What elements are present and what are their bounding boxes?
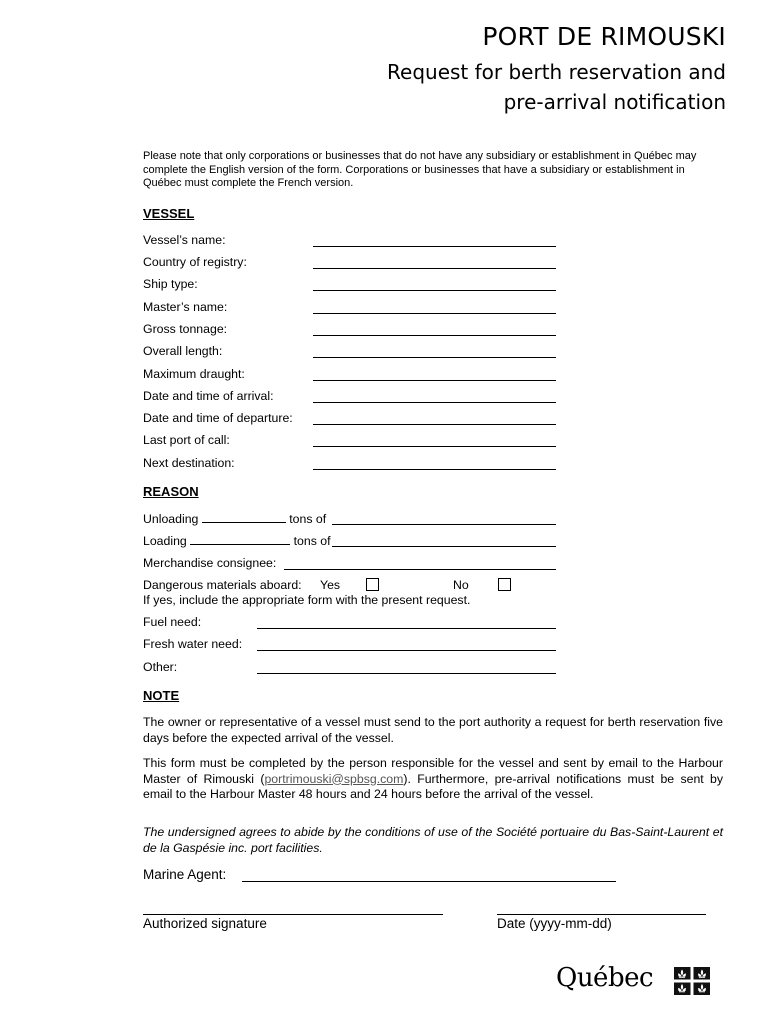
arrival-datetime-label: Date and time of arrival: — [143, 389, 274, 403]
marine-agent-label: Marine Agent: — [143, 867, 227, 882]
fresh-water-field[interactable] — [257, 650, 556, 651]
consignee-field[interactable] — [284, 569, 556, 570]
maximum-draught-field[interactable] — [313, 380, 556, 381]
vessel-name-label: Vessel’s name: — [143, 233, 226, 247]
dangerous-no-checkbox[interactable] — [498, 578, 511, 591]
unloading-row — [143, 511, 326, 527]
unloading-merchandise-field[interactable] — [332, 524, 556, 525]
loading-row — [143, 533, 331, 549]
reason-heading: REASON — [143, 484, 199, 499]
loading-tons-of-label: tons of — [293, 534, 331, 548]
note-paragraph-2-start: This form must be completed by the person responsible for the vessel and sent by email to the Harbour Master of Rimouski ( — [143, 756, 723, 786]
dangerous-yes-checkbox[interactable] — [366, 578, 379, 591]
last-port-of-call-label: Last port of call: — [143, 433, 230, 447]
last-port-of-call-field[interactable] — [313, 446, 556, 447]
quebec-logo — [556, 965, 716, 1005]
gross-tonnage-field[interactable] — [313, 335, 556, 336]
departure-datetime-label: Date and time of departure: — [143, 411, 293, 425]
country-of-registry-label: Country of registry: — [143, 255, 247, 269]
fleur-de-lis-flag-icon — [674, 967, 710, 995]
dangerous-materials-label: Dangerous materials aboard: — [143, 578, 302, 592]
master-name-field[interactable] — [313, 313, 556, 314]
fresh-water-label: Fresh water need: — [143, 637, 243, 651]
unloading-label: Unloading — [143, 512, 199, 526]
unloading-tons-of-label: tons of — [289, 512, 327, 526]
note-heading: NOTE — [143, 688, 180, 703]
authorized-signature-field[interactable] — [143, 914, 443, 915]
departure-datetime-field[interactable] — [313, 424, 556, 425]
page-title: PORT DE RIMOUSKI — [482, 22, 726, 51]
other-label: Other: — [143, 660, 178, 674]
fuel-need-field[interactable] — [257, 628, 556, 629]
loading-tons-field[interactable] — [190, 533, 290, 545]
gross-tonnage-label: Gross tonnage: — [143, 322, 228, 336]
marine-agent-field[interactable] — [242, 881, 616, 882]
master-name-label: Master’s name: — [143, 300, 228, 314]
note-paragraph-2 — [143, 756, 723, 803]
next-destination-label: Next destination: — [143, 456, 235, 470]
date-field[interactable] — [497, 914, 706, 915]
unloading-tons-field[interactable] — [202, 511, 286, 523]
loading-merchandise-field[interactable] — [332, 546, 556, 547]
intro-notice: Please note that only corporations or businesses that do not have any subsidiary or establishment in Québec may complete the English version of the form. Corporations or businesses that have a subsidiary or establishment in Québec must complete the French version. — [143, 150, 697, 189]
vessel-name-field[interactable] — [313, 246, 556, 247]
ship-type-label: Ship type: — [143, 277, 198, 291]
agreement-statement: The undersigned agrees to abide by the conditions of use of the Société portuaire du Bas-Saint-Laurent et de la Gaspésie inc. port facilities. — [143, 825, 723, 855]
overall-length-label: Overall length: — [143, 344, 223, 358]
other-field[interactable] — [257, 673, 556, 674]
page-subtitle-line1: Request for berth reservation and — [387, 60, 726, 84]
ship-type-field[interactable] — [313, 290, 556, 291]
overall-length-field[interactable] — [313, 357, 556, 358]
country-of-registry-field[interactable] — [313, 268, 556, 269]
date-label: Date (yyyy-mm-dd) — [497, 916, 612, 931]
dangerous-yes-label: Yes — [320, 578, 341, 592]
authorized-signature-label: Authorized signature — [143, 916, 267, 931]
loading-label: Loading — [143, 534, 187, 548]
dangerous-no-label: No — [453, 578, 469, 592]
fuel-need-label: Fuel need: — [143, 615, 202, 629]
consignee-label: Merchandise consignee: — [143, 556, 277, 570]
quebec-wordmark: Québec — [556, 963, 654, 993]
maximum-draught-label: Maximum draught: — [143, 367, 245, 381]
arrival-datetime-field[interactable] — [313, 402, 556, 403]
next-destination-field[interactable] — [313, 469, 556, 470]
note-paragraph-2-end: ). Furthermore, pre-arrival notifications must be sent by email to the Harbour Master 48 hours and 24 hours before the arrival of the vessel. — [143, 771, 723, 801]
vessel-heading: VESSEL — [143, 206, 195, 221]
page-subtitle-line2: pre-arrival notification — [503, 90, 726, 114]
note-paragraph-1: The owner or representative of a vessel must send to the port authority a request for berth reservation five days before the expected arrival of the vessel. — [143, 715, 723, 745]
dangerous-instruction: If yes, include the appropriate form with the present request. — [143, 593, 471, 607]
harbour-master-email-link[interactable]: portrimouski@spbsg.com — [264, 771, 404, 786]
